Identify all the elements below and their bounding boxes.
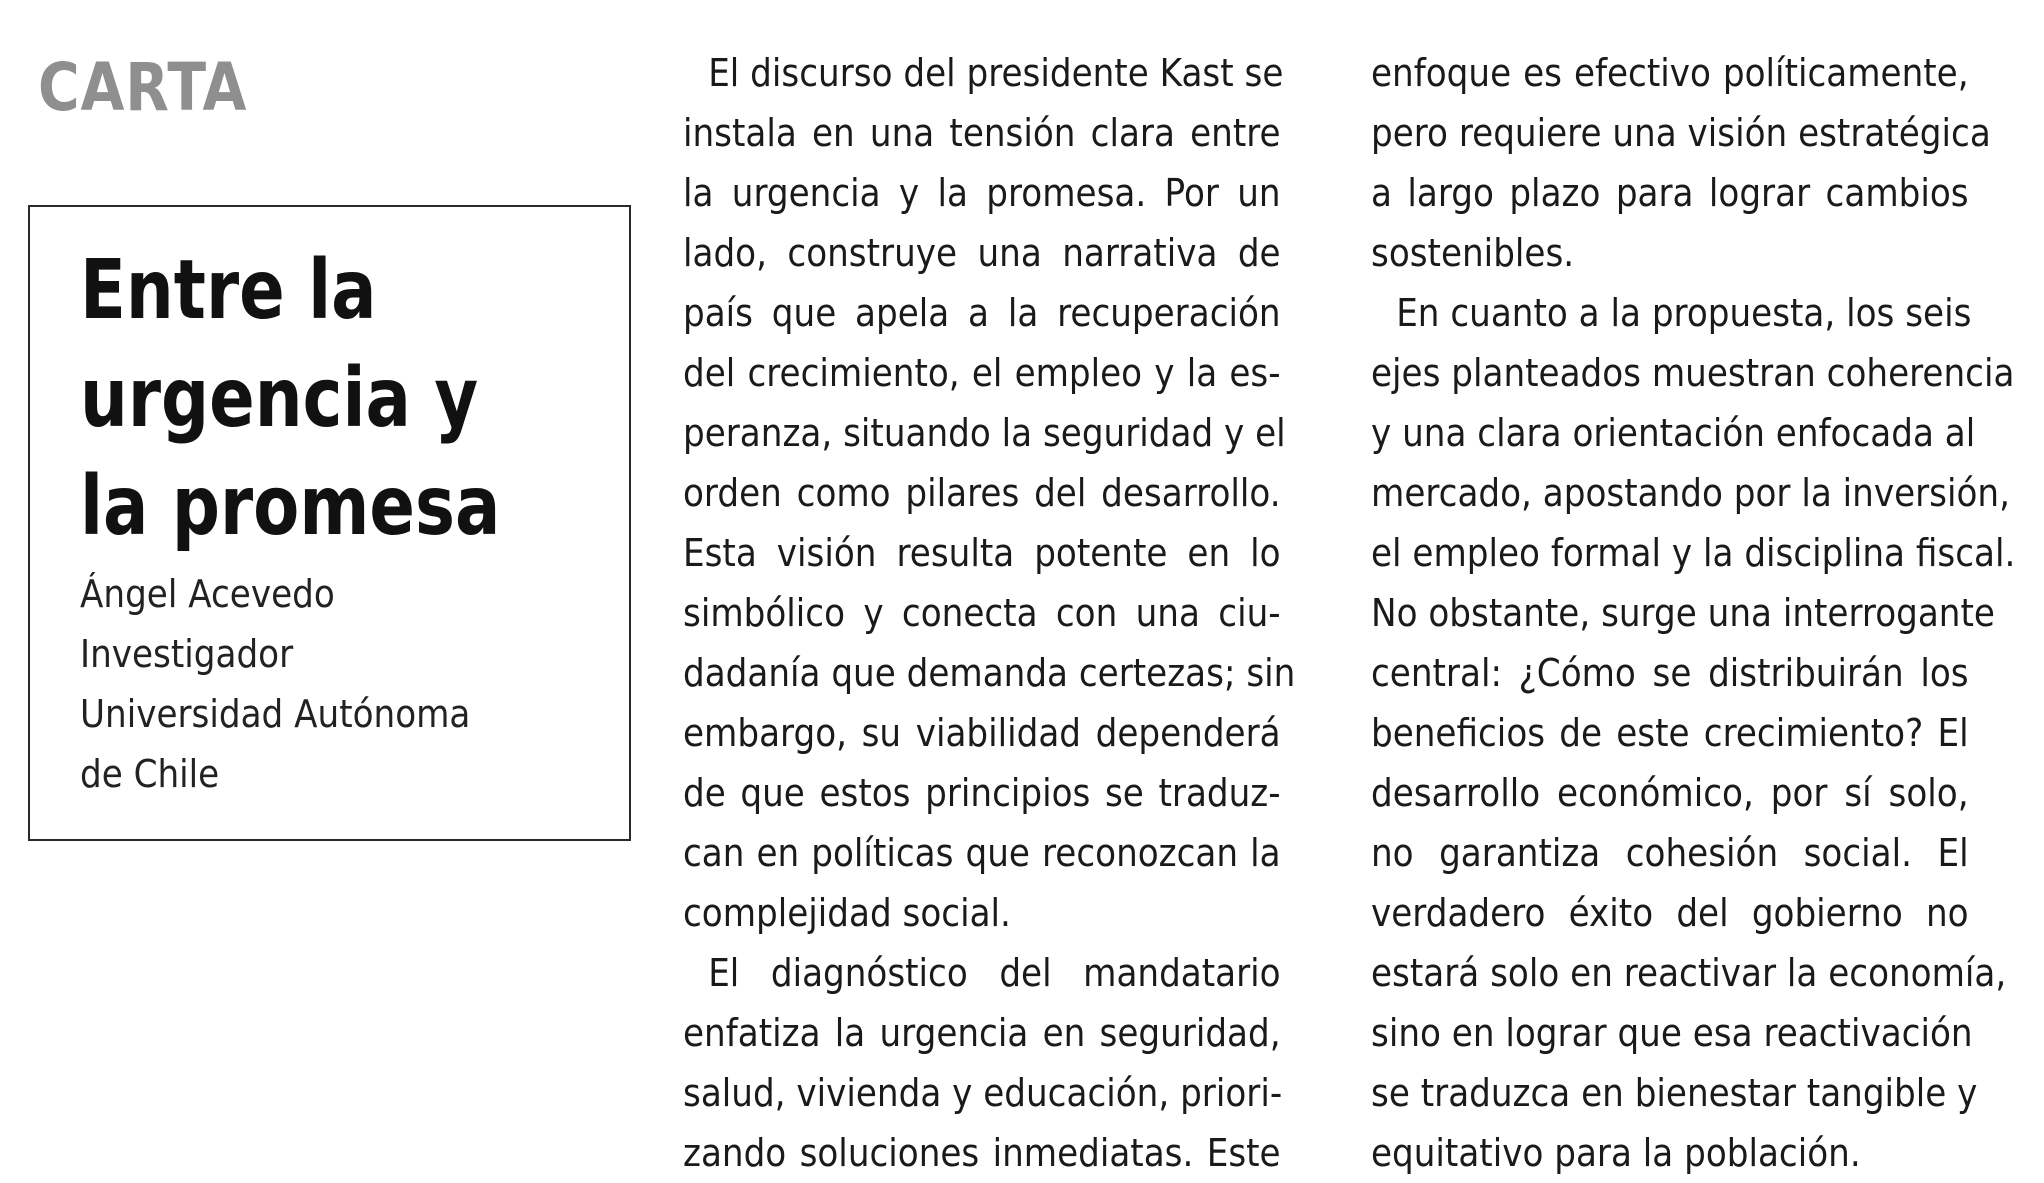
body-text-line: ejes planteados muestran coherencia bbox=[1371, 351, 2015, 395]
body-text-line: el empleo formal y la disciplina fiscal. bbox=[1371, 531, 2016, 575]
body-text-line: embargo, su viabilidad dependerá bbox=[683, 711, 1281, 755]
body-text-line: enfoque es efectivo políticamente, bbox=[1371, 51, 1969, 95]
body-text-line: pero requiere una visión estratégica bbox=[1371, 111, 1991, 155]
author-affiliation: de Chile bbox=[80, 752, 220, 796]
body-text-line: beneficios de este crecimiento? El bbox=[1371, 711, 1969, 755]
body-text-line: can en políticas que reconozcan la bbox=[683, 831, 1281, 875]
body-text-line: complejidad social. bbox=[683, 891, 1011, 935]
body-text-line: Esta visión resulta potente en lo bbox=[683, 531, 1281, 575]
body-column-1 bbox=[683, 43, 1296, 1183]
body-text-line: país que apela a la recuperación bbox=[683, 291, 1281, 335]
author-affiliation: Universidad Autónoma bbox=[80, 692, 471, 736]
body-text-line: verdadero éxito del gobierno no bbox=[1371, 891, 1969, 935]
body-text-line: En cuanto a la propuesta, los seis bbox=[1396, 291, 1972, 335]
body-text-line: salud, vivienda y educación, priori- bbox=[683, 1071, 1283, 1115]
body-text-line: No obstante, surge una interrogante bbox=[1371, 591, 1995, 635]
headline-line: la promesa bbox=[80, 459, 501, 554]
headline-line: urgencia y bbox=[80, 351, 479, 446]
section-label: CARTA bbox=[38, 49, 248, 126]
body-text-line: dadanía que demanda certezas; sin bbox=[683, 651, 1296, 695]
body-text-line: y una clara orientación enfocada al bbox=[1371, 411, 1976, 455]
body-text-line: El diagnóstico del mandatario bbox=[708, 951, 1281, 995]
body-text-line: simbólico y conecta con una ciu- bbox=[683, 591, 1281, 635]
body-text-line: se traduzca en bienestar tangible y bbox=[1371, 1071, 1978, 1115]
body-text-line: desarrollo económico, por sí solo, bbox=[1371, 771, 1969, 815]
body-text-line: lado, construye una narrativa de bbox=[683, 231, 1281, 275]
body-text-line: central: ¿Cómo se distribuirán los bbox=[1371, 651, 1969, 695]
headline-line: Entre la bbox=[80, 243, 377, 338]
headline bbox=[80, 237, 500, 561]
body-text-line: sostenibles. bbox=[1371, 231, 1575, 275]
body-text-line: zando soluciones inmediatas. Este bbox=[683, 1131, 1281, 1175]
author-role: Investigador bbox=[80, 632, 294, 676]
body-text-line: equitativo para la población. bbox=[1371, 1131, 1861, 1175]
body-text-line: a largo plazo para lograr cambios bbox=[1371, 171, 1969, 215]
body-text-line: orden como pilares del desarrollo. bbox=[683, 471, 1281, 515]
body-text-line: El discurso del presidente Kast se bbox=[708, 51, 1284, 95]
body-text-line: peranza, situando la seguridad y el bbox=[683, 411, 1286, 455]
body-text-line: no garantiza cohesión social. El bbox=[1371, 831, 1969, 875]
body-text-line: sino en lograr que esa reactivación bbox=[1371, 1011, 1973, 1055]
author-name: Ángel Acevedo bbox=[80, 572, 335, 616]
body-text-line: del crecimiento, el empleo y la es- bbox=[683, 351, 1281, 395]
body-text-line: instala en una tensión clara entre bbox=[683, 111, 1281, 155]
body-text-line: mercado, apostando por la inversión, bbox=[1371, 471, 2010, 515]
byline bbox=[80, 564, 470, 804]
body-text-line: enfatiza la urgencia en seguridad, bbox=[683, 1011, 1281, 1055]
headline-box bbox=[28, 205, 631, 841]
body-text-line: estará solo en reactivar la economía, bbox=[1371, 951, 2007, 995]
body-column-2 bbox=[1371, 43, 2016, 1183]
body-text-line: de que estos principios se traduz- bbox=[683, 771, 1281, 815]
body-text-line: la urgencia y la promesa. Por un bbox=[683, 171, 1281, 215]
